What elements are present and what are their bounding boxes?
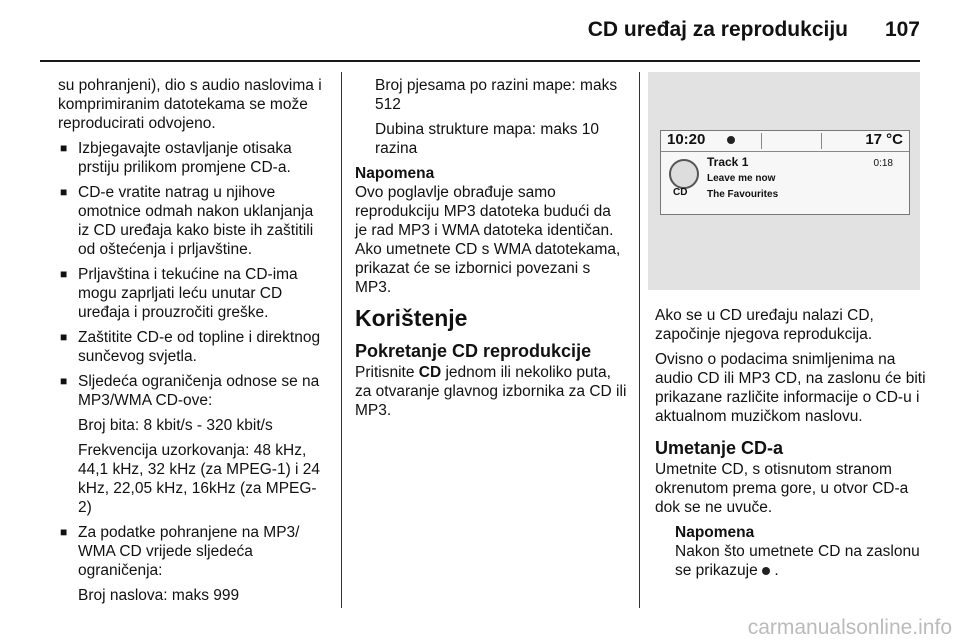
info-text: Ovisno o podacima snimljenima na audio CD ili MP3 CD, na zaslonu će biti prikazane različite informacije o CD-u i aktualnom muzičkom naslovu. [655,351,926,425]
track-title: Track 1 [707,155,749,169]
bitrate-limit: Broj bita: 8 kbit/s - 320 kbit/s [78,417,273,434]
page-number: 107 [884,18,920,41]
clock-readout: 10:20 [667,131,706,148]
column-2 [355,76,627,426]
insert-instructions: Umetnite CD, s otisnutom stranom okrenutom prema gore, u otvor CD-a dok se ne uvuče. [655,461,909,516]
elapsed-time: 0:18 [873,158,893,169]
subsection-heading: Umetanje CD-a [655,438,784,458]
note-title: Napomena [355,165,435,182]
note-body: Nakon što umetnete CD na zaslonu se prikazuje [675,543,920,579]
cd-inserted-icon [762,567,770,575]
display-status-bar [661,131,909,152]
list-item: ■ Sljedeća ograničenja odnose se na MP3/WMA CD-ove: [58,372,328,410]
temperature-readout: 17 °C [865,131,903,148]
page-header [0,0,960,62]
list-item: ■ CD-e vratite natrag u njihove omotnice odmah nakon uklanjanja iz CD uređaja kako biste ih zaštitili od oštećenja i prljavštine. [58,183,328,259]
depth-limit: Dubina strukture mapa: maks 10 razina [375,121,599,157]
info-display [660,130,910,215]
watermark-text: carmanualsonline.info [747,616,952,639]
cd-key-label: CD [418,364,442,381]
data-limit-list [58,523,328,580]
frequency-limit: Frekvencija uzorkovanja: 48 kHz, 44,1 kHz, 32 kHz (za MPEG-1) i 24 kHz, 22,05 kHz, 16kHz (za MPEG-2) [78,442,321,516]
list-item: ■ Zaštitite CD-e od topline i direktnog sunčevog svjetla. [58,328,328,366]
cd-care-list [58,139,328,410]
status-separator [821,133,822,149]
start-text-pre: Pritisnite [355,364,419,381]
column-1 [58,76,328,611]
playback-text: Ako se u CD uređaju nalazi CD, započinje njegova reprodukcija. [655,307,874,343]
songs-limit: Broj pjesama po razini mape: maks 512 [375,77,618,113]
disc-icon [669,159,699,189]
start-instructions [355,363,627,420]
source-label: CD [673,187,688,198]
note-title: Napomena [675,524,755,541]
note-text [675,542,930,580]
track-album: The Favourites [707,189,779,200]
column-divider [639,72,640,608]
note-block [655,523,930,580]
title-limit: Broj naslova: maks 999 [78,587,240,604]
list-item: ■ Prljavština i tekućine na CD-ima mogu zaprljati leću unutar CD uređaja i prouzročiti greške. [58,265,328,322]
intro-text: su pohranjeni), dio s audio naslovima i komprimiranim datotekama se može reproducirati odvojeno. [58,77,322,132]
section-heading: Korištenje [355,305,468,331]
status-separator [761,133,762,149]
track-artist: Leave me now [707,173,776,184]
header-rule [40,60,920,62]
page-title: CD uređaj za reprodukciju [587,18,848,41]
display-illustration [648,72,920,290]
start-text-post: jednom ili nekoliko puta, za otvaranje glavnog izbornika za CD ili MP3. [355,364,627,419]
column-3 [655,306,930,586]
column-divider [341,72,342,608]
subsection-heading: Pokretanje CD reprodukcije [355,341,592,361]
list-item: ■ Za podatke pohranjene na MP3/ WMA CD vrijede sljedeća ograničenja: [58,523,328,580]
note-text: Ovo poglavlje obrađuje samo reprodukciju MP3 datoteka budući da je rad MP3 i WMA datoteka identičan. Ako umetnete CD s WMA datotekama, prikazat će se izbornici povezani s MP3. [355,184,621,296]
note-end: . [774,562,779,579]
list-item: ■ Izbjegavajte ostavljanje otisaka prstiju prilikom promjene CD-a. [58,139,328,177]
cd-inserted-icon [727,136,735,144]
